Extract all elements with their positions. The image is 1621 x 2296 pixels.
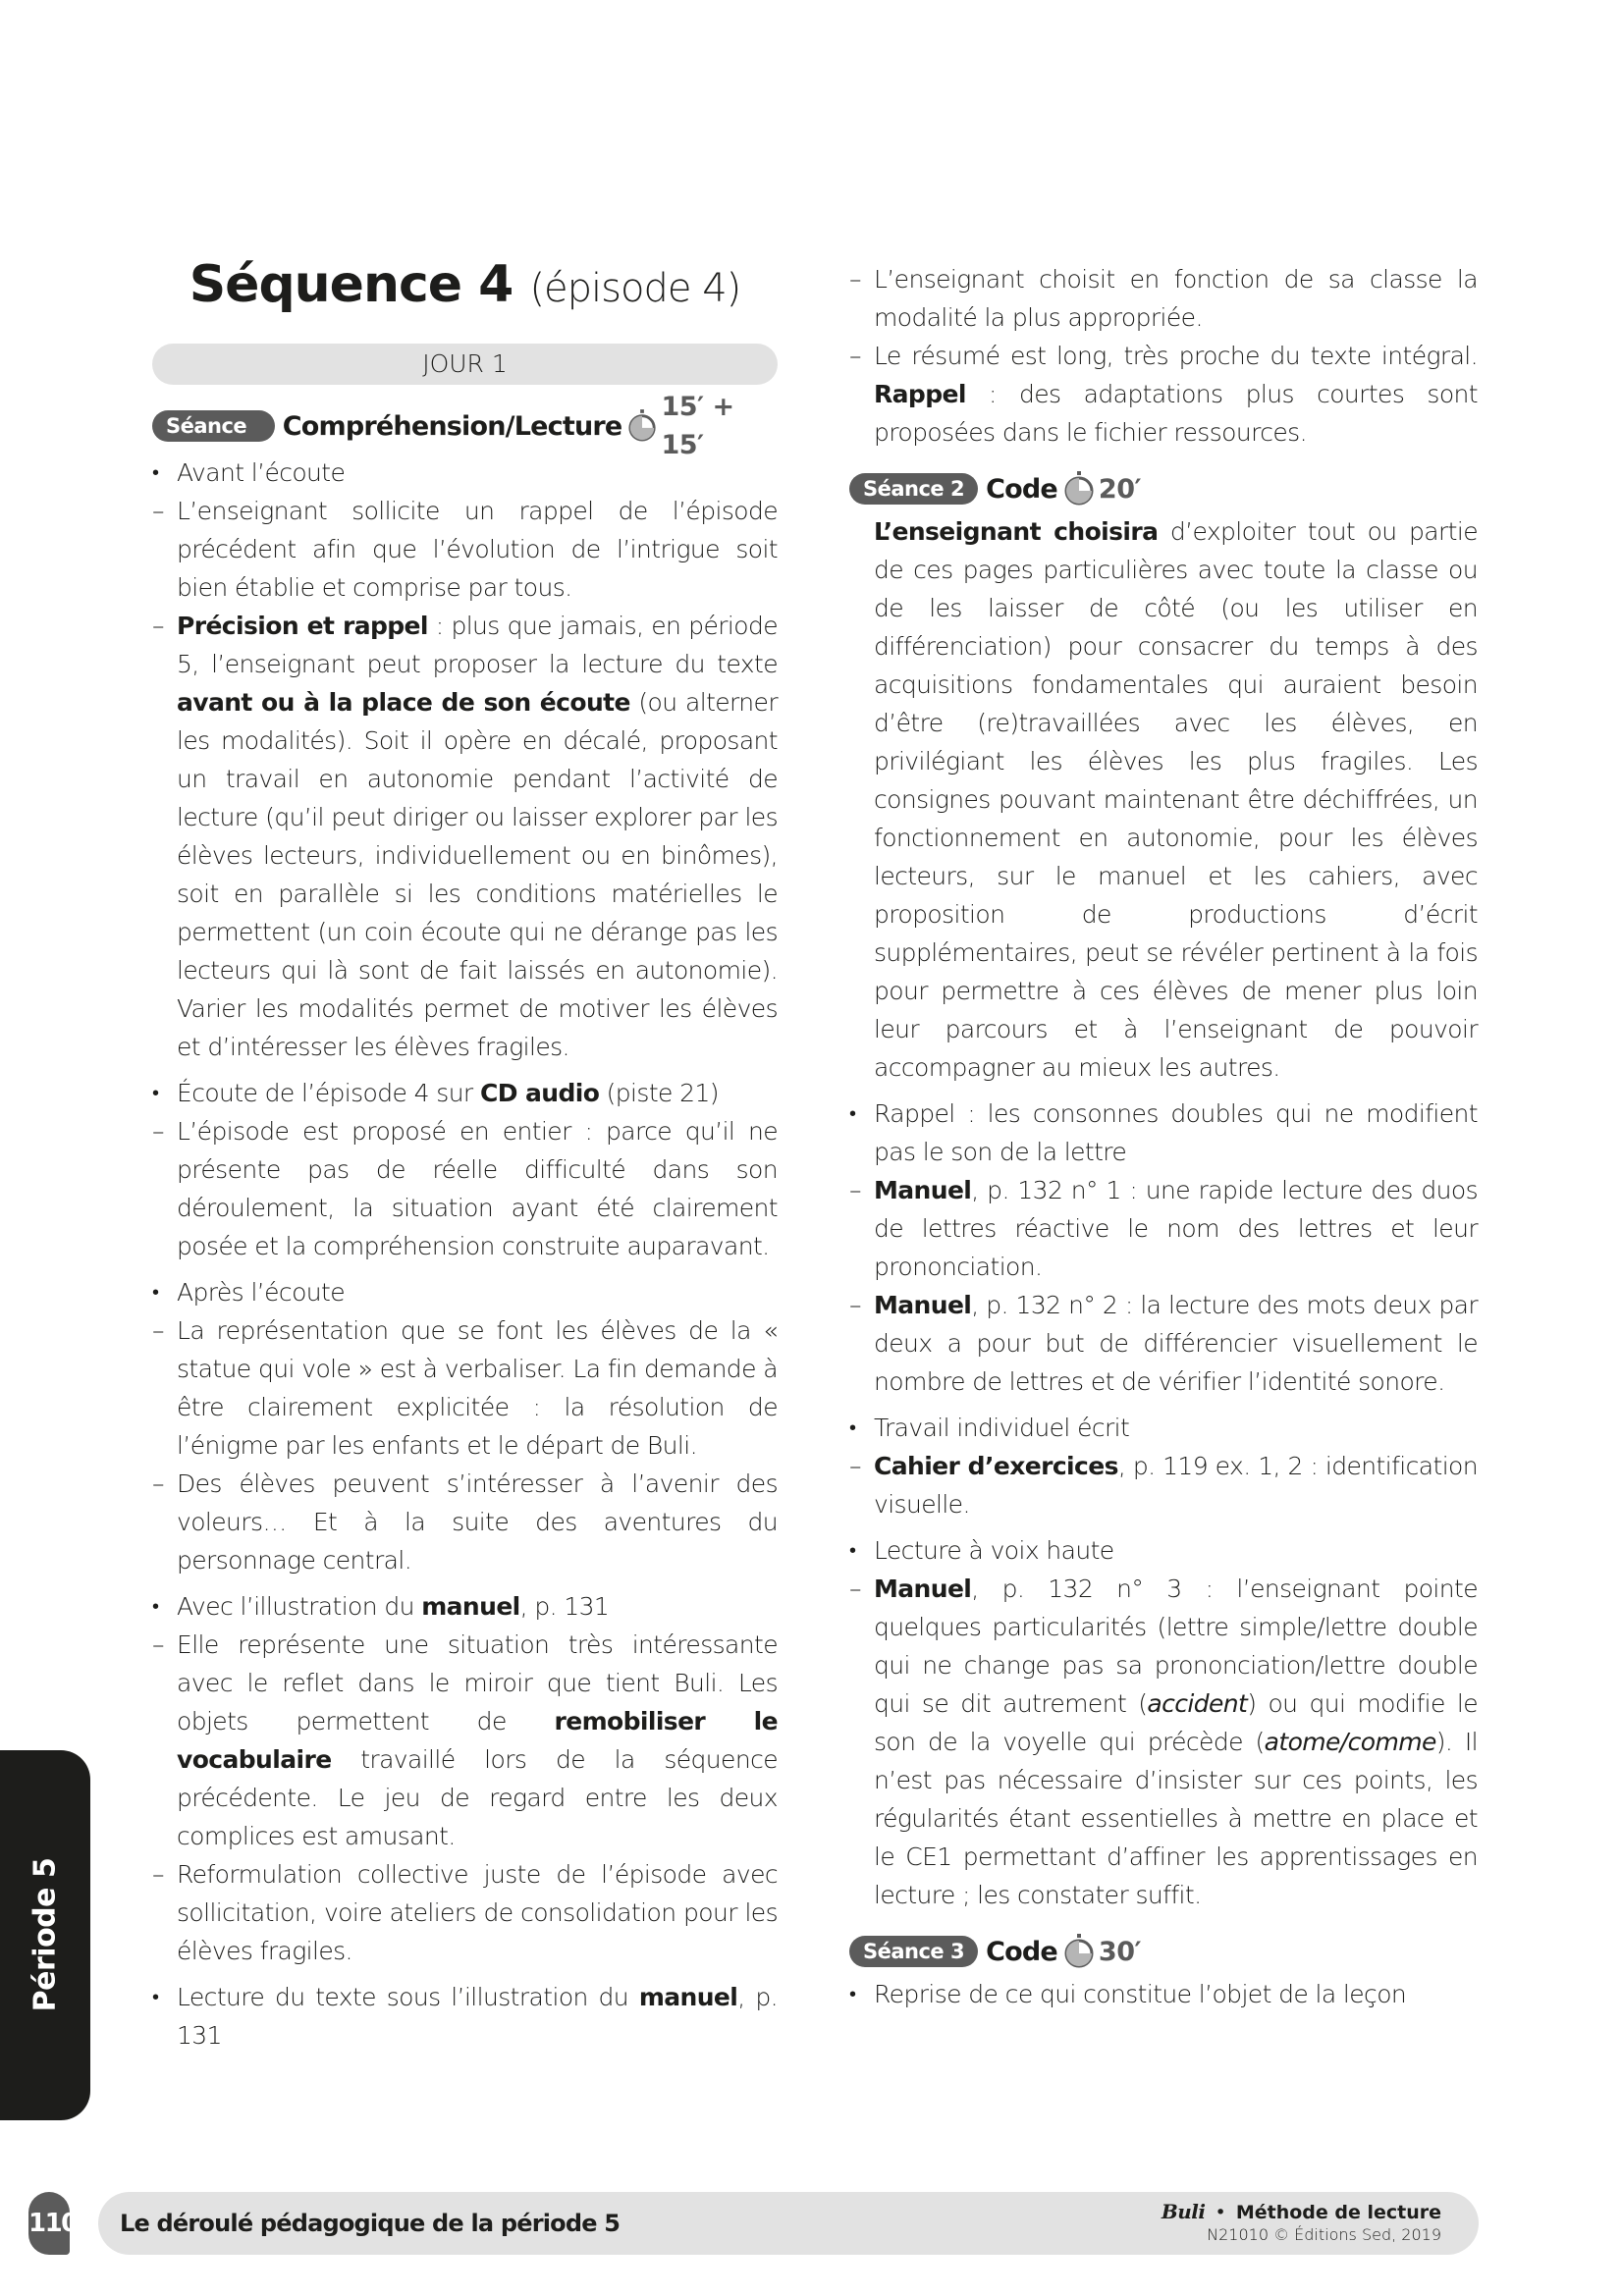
dash-text: ) ou qui modifie le son de la voyelle qui précède ( (874, 1689, 1479, 1756)
bullet-text: Travail individuel écrit (874, 1414, 1130, 1442)
seance-duration: 20′ (1098, 473, 1142, 505)
stopwatch-icon (1063, 1934, 1095, 1969)
seance-1-header (152, 392, 778, 469)
seance-duration: 15′ + 15′ (661, 392, 734, 460)
bullet-text: Après l’écoute (177, 1278, 345, 1307)
emphasis-text: Précision et rappel (177, 612, 428, 640)
dash-text: : des adaptations plus courtes sont proposées dans le fichier ressources. (874, 380, 1478, 447)
seance-title: Code (986, 473, 1057, 505)
dash-item (152, 1855, 778, 1970)
bullet-text: Lecture du texte sous l’illustration du (177, 1983, 639, 2011)
seance-2-header (849, 469, 1478, 508)
stopwatch-icon (627, 408, 657, 444)
dash-item (849, 1171, 1478, 1286)
dash-marker: – (152, 1117, 164, 1146)
emphasis-text: manuel (421, 1592, 520, 1621)
period-side-tab-label: Période 5 (27, 1857, 63, 2012)
dash-text: : plus que jamais, en période 5, l’enseignant peut proposer la lecture du texte (177, 612, 778, 678)
footer-brand-line (1162, 2200, 1441, 2224)
dash-text: L’enseignant choisit en fonction de sa classe la modalité la plus appropriée. (874, 265, 1478, 332)
paragraph (849, 512, 1478, 1087)
stopwatch-icon (1063, 471, 1095, 507)
emphasis-text: avant ou à la place de son écoute (177, 688, 630, 717)
sequence-title-main: Séquence 4 (189, 255, 513, 314)
period-side-tab (0, 1750, 90, 2120)
seance-badge: Séance 1 (152, 410, 275, 442)
dash-text: L’épisode est proposé en entier : parce qu’il ne présente pas de réelle difficulté dans son déroulement, la situation ayant été clairement posée et la compréhension construite auparavant. (177, 1117, 778, 1260)
seance-title: Code (986, 1936, 1057, 1967)
bullet-marker: • (152, 460, 159, 484)
footer-title: Le déroulé pédagogique de la période 5 (120, 2210, 621, 2237)
bullet-marker: • (152, 1280, 159, 1304)
bullet-text: Reprise de ce qui constitue l’objet de la leçon (874, 1980, 1407, 2008)
seance-title: Compréhension/Lecture (282, 410, 622, 442)
dash-item (152, 492, 778, 607)
bullet-text: (piste 21) (599, 1079, 719, 1107)
left-column (152, 255, 778, 2055)
bullet-item (849, 1409, 1478, 1447)
dash-marker: – (152, 1469, 164, 1498)
dash-marker: – (849, 1291, 861, 1319)
dash-text: Le résumé est long, très proche du texte intégral. (874, 342, 1478, 370)
dash-marker: – (152, 1316, 164, 1345)
right-column (849, 260, 1478, 2013)
bullet-text: Écoute de l’épisode 4 sur (177, 1079, 480, 1107)
bullet-item (152, 1074, 778, 1112)
dash-text: ). Il n’est pas nécessaire d’insister sur ces points, les régularités étant essentielles à mettre en place et le CE1 permettant d’affiner les apprentissages en lecture ; les constater suffit. (874, 1728, 1478, 1909)
brand-logo: Buli (1161, 2200, 1206, 2223)
dash-text: , p. 119 ex. 1, 2 : identification visuelle. (874, 1452, 1479, 1519)
bullet-marker: • (849, 1982, 856, 2005)
dash-marker: – (152, 1630, 164, 1659)
emphasis-text: Rappel (874, 380, 966, 408)
bullet-text: , p. 131 (177, 1983, 778, 2050)
bullet-item (849, 1095, 1478, 1171)
bullet-text: Rappel : les consonnes doubles qui ne modifient pas le son de la lettre (874, 1099, 1478, 1166)
dash-item (152, 1112, 778, 1265)
dash-text: Reformulation collective juste de l’épisode avec sollicitation, voire ateliers de consolidation pour les élèves fragiles. (177, 1860, 778, 1965)
emphasis-text: Manuel (874, 1575, 972, 1603)
dash-marker: – (152, 497, 164, 525)
emphasis-text: Manuel (874, 1176, 972, 1204)
bullet-item (849, 1531, 1478, 1570)
emphasis-text: CD audio (479, 1079, 600, 1107)
dash-item (152, 607, 778, 1066)
bullet-item (152, 1273, 778, 1311)
dash-text: L’enseignant sollicite un rappel de l’épisode précédent afin que l’évolution de l’intrigue soit bien établie et comprise par tous. (177, 497, 778, 602)
dash-item (849, 1447, 1478, 1523)
dash-text: travaillé lors de la séquence précédente. Le jeu de regard entre les deux complices est amusant. (177, 1745, 778, 1850)
dash-text: Elle représente une situation très intéressante avec le reflet dans le miroir que tient Buli. Les objets permettent de (177, 1630, 778, 1735)
footer-bar (98, 2192, 1479, 2255)
footer-separator: • (1215, 2202, 1226, 2223)
dash-marker: – (849, 1452, 861, 1480)
dash-item (849, 260, 1478, 337)
dash-text: , p. 132 n° 3 : l’enseignant pointe quelques particularités (lettre simple/lettre double qui ne change pas sa prononciation/lettre double qui se dit autrement ( (874, 1575, 1478, 1718)
bullet-item (152, 1978, 778, 2055)
bullet-text: Lecture à voix haute (874, 1536, 1114, 1565)
seance-badge: Séance 3 (849, 1936, 978, 1967)
bullet-marker: • (849, 1101, 856, 1125)
dash-text: , p. 132 n° 1 : une rapide lecture des duos de lettres réactive le nom des lettres et leur prononciation. (874, 1176, 1478, 1281)
emphasis-text: L’enseignant choisira (874, 517, 1159, 546)
dash-marker: – (849, 1176, 861, 1204)
emphasis-text: manuel (638, 1983, 738, 2011)
bullet-text: Avant l’écoute (177, 458, 346, 487)
bullet-item (152, 454, 778, 492)
dash-item (152, 1626, 778, 1855)
dash-item (152, 1465, 778, 1579)
dash-marker: – (849, 342, 861, 370)
bullet-marker: • (849, 1415, 856, 1439)
dash-item (849, 337, 1478, 452)
dash-text: (ou alterner les modalités). Soit il opère en décalé, proposant un travail en autonomie pendant l’activité de lecture (qu’il peut diriger ou laisser explorer par les élèves lecteurs, individuellement ou en binômes), soit en parallèle si les conditions matérielles le permettent (un coin écoute qui ne dérange pas les lecteurs qui là sont de fait laissés en autonomie). Varier les modalités permet de motiver les élèves et d’intéresser les élèves fragiles. (177, 688, 778, 1061)
page-number: 110 (28, 2192, 70, 2255)
dash-marker: – (849, 265, 861, 294)
footer-publisher (1162, 2200, 1441, 2246)
emphasis-text: remobiliser le vocabulaire (177, 1707, 778, 1774)
bullet-marker: • (152, 1594, 159, 1618)
seance-3-header (849, 1932, 1478, 1971)
footer-copyright: N21010 © Éditions Sed, 2019 (1207, 2225, 1441, 2244)
seance-duration: 30′ (1098, 1936, 1142, 1967)
dash-text: Des élèves peuvent s’intéresser à l’avenir des voleurs… Et à la suite des aventures du personnage central. (177, 1469, 778, 1575)
dash-item (152, 1311, 778, 1465)
example-word: atome/comme (1264, 1728, 1436, 1756)
sequence-title-sub: (épisode 4) (529, 266, 741, 311)
dash-marker: – (152, 1860, 164, 1889)
emphasis-text: Cahier d’exercices (874, 1452, 1118, 1480)
paragraph-text: d’exploiter tout ou partie de ces pages particulières avec toute la classe ou de les laisser de côté (ou les utiliser en différenciation) pour consacrer du temps à des acquisitions fondamentales qui auraient besoin d’être (re)travaillées avec les élèves, en privilégiant les élèves les plus fragiles. Les consignes pouvant maintenant être déchiffrées, un fonctionnement en autonomie, pour les élèves lecteurs, sur le manuel et les cahiers, avec proposition de productions d’écrit supplémentaires, peut se révéler pertinent à la fois pour permettre à ces élèves de mener plus loin leur parcours et à l’enseignant de pouvoir accompagner au mieux les autres. (874, 517, 1479, 1082)
bullet-text: Avec l’illustration du (177, 1592, 422, 1621)
example-word: accident (1147, 1689, 1248, 1718)
footer-product: Méthode de lecture (1235, 2202, 1441, 2223)
dash-text: , p. 132 n° 2 : la lecture des mots deux par deux a pour but de différencier visuellement le nombre de lettres et de vérifier l’identité sonore. (874, 1291, 1478, 1396)
dash-item (849, 1286, 1478, 1401)
bullet-text: , p. 131 (519, 1592, 610, 1621)
sequence-title (152, 255, 778, 318)
bullet-marker: • (849, 1538, 856, 1562)
day-header: JOUR 1 (152, 344, 778, 385)
dash-text: La représentation que se font les élèves de la « statue qui vole » est à verbaliser. La fin demande à être clairement explicitée : la résolution de l’énigme par les enfants et le départ de Buli. (177, 1316, 778, 1460)
seance-badge: Séance 2 (849, 473, 978, 505)
emphasis-text: Manuel (874, 1291, 972, 1319)
dash-marker: – (849, 1575, 861, 1603)
bullet-marker: • (152, 1081, 159, 1104)
bullet-item (152, 1587, 778, 1626)
bullet-marker: • (152, 1985, 159, 2008)
bullet-item (849, 1975, 1478, 2013)
dash-item (849, 1570, 1478, 1914)
dash-marker: – (152, 612, 164, 640)
